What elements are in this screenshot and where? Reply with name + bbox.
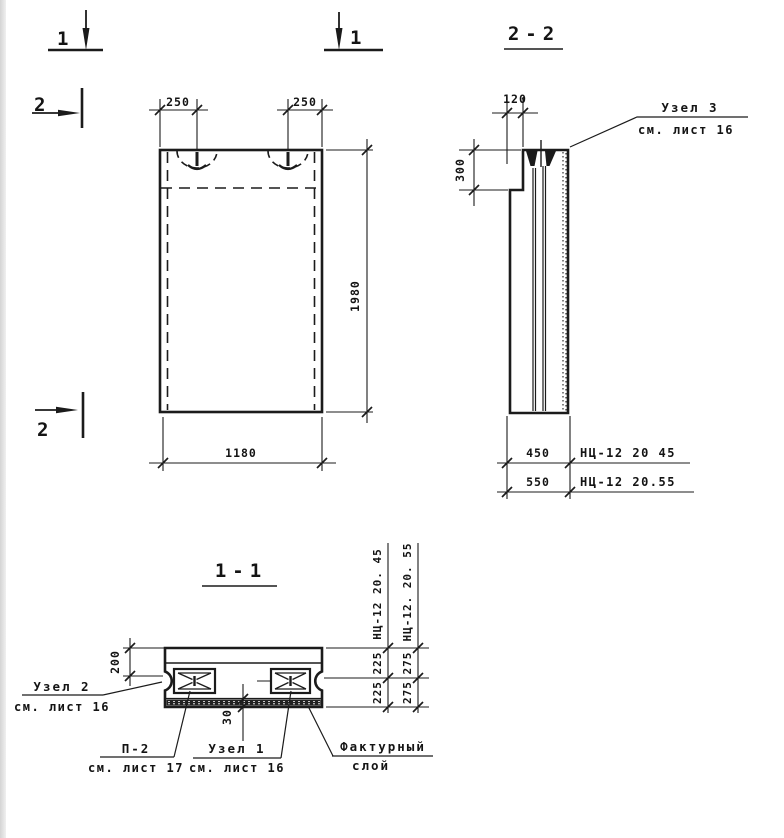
section-mark-2-top [32,88,82,128]
dim-value: 275 [401,651,414,675]
callout-node-3 [570,100,748,147]
arrow-right-icon [56,407,78,414]
panel-outline [160,150,322,412]
arrow-down-icon [336,28,343,50]
section-mark-1-left-label: 1 [57,28,69,50]
callout-title: П-2 [121,741,151,756]
callout-ref: см. лист 16 [14,700,110,714]
view-title: 1-1 [214,560,268,582]
dim-value: 30 [220,709,234,725]
section-mark-1-left [48,10,103,50]
section-mark-2-top-label: 2 [34,94,46,116]
dim-value: 120 [503,92,527,106]
callout-title-line2: слой [351,758,391,773]
callout-ref: см. лист 17 [88,761,184,775]
dim-250-left [149,95,208,149]
dim-1180 [149,417,336,471]
dim-value: 225 [371,651,384,675]
callout-title: Фактурный [340,739,426,754]
panel-type-label: НЦ-12 20.55 [580,475,676,489]
section-mark-1-right-label: 1 [350,27,362,49]
panel-section-outline [510,150,568,413]
lifting-loop-right [268,151,308,169]
callout-title: Узел 1 [208,741,266,756]
dim-value: 250 [293,95,317,109]
front-view [149,95,373,471]
callout-ref: см. лист 16 [638,123,734,137]
callout-node-2 [14,679,162,714]
arrow-right-icon [58,110,80,117]
section-mark-1-right [324,12,383,50]
thickness-dims-right [324,542,429,713]
dim-250-right [277,95,333,149]
dowel-slot-right [257,669,310,693]
callout-title: Узел 2 [33,679,91,694]
callout-ref: см. лист 16 [189,761,285,775]
dim-value: 225 [371,681,384,704]
top-groove [526,140,556,167]
section-view-1-1 [14,542,433,775]
dowel-slot-left [174,669,215,693]
panel-type-label: НЦ-12 20 45 [580,446,676,460]
thickness-table [497,416,694,499]
dim-value: 450 [526,446,550,460]
callout-facing-layer [308,706,433,773]
dim-value: 250 [166,95,190,109]
dim-30 [220,684,248,741]
dim-value: 1980 [348,280,362,312]
callout-title: Узел 3 [661,100,719,115]
panel-type-label: НЦ-12 20. 45 [371,548,384,640]
dim-200 [108,638,164,686]
side-view-2-2 [453,23,748,499]
dim-value: 200 [108,650,122,674]
section-mark-2-bottom [35,392,83,441]
section-mark-2-bottom-label: 2 [37,419,49,441]
arrow-down-icon [83,28,90,50]
lifting-loop-left [177,151,217,169]
view-title: 2-2 [507,23,561,45]
panel-type-label: НЦ-12. 20. 55 [401,542,414,642]
thickness-row-450 [497,446,690,468]
leader-line [103,682,162,695]
dim-1980 [326,139,373,423]
dim-value: 550 [526,475,550,489]
dim-value: 275 [401,681,414,704]
dim-value: 300 [453,158,467,182]
thickness-row-550 [497,475,694,497]
leader-line [308,706,333,756]
dim-value: 1180 [225,446,257,460]
